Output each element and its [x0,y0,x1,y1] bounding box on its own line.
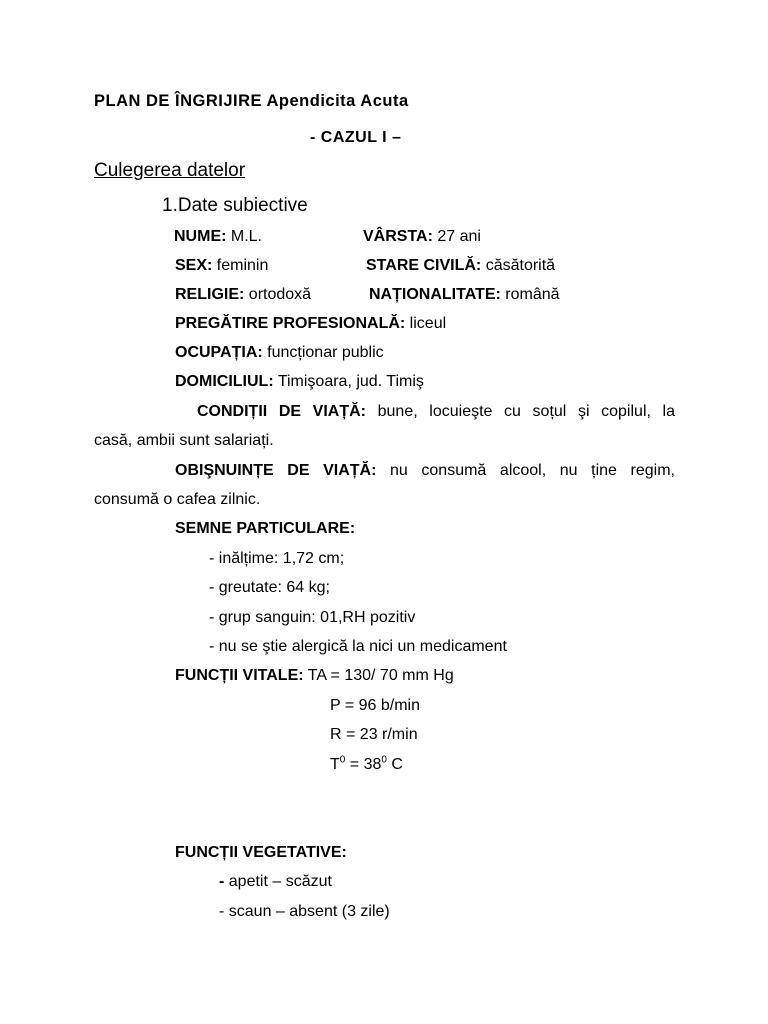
sex-value: feminin [212,257,269,274]
sex-row [175,256,268,276]
conditii-label: CONDIȚII DE VIAȚĂ: [197,403,367,420]
stare-civila-value: căsătorită [481,257,556,274]
domiciliul-row [175,372,424,392]
ocupatia-value: funcționar public [262,344,384,361]
stare-civila-label: STARE CIVILĂ: [366,257,482,274]
religie-row [175,285,311,305]
vitale-label: FUNCȚII VITALE: [175,667,304,684]
section-heading: Culegerea datelor [94,160,246,181]
domiciliul-value: Timişoara, jud. Timiş [273,373,424,390]
nume-label: NUME: [174,228,227,245]
semne-item-alergie: - nu se ştie alergică la nici un medicament [209,638,507,655]
pregatire-value: liceul [405,315,447,332]
semne-label: SEMNE PARTICULARE: [175,520,356,537]
varsta-row [363,227,481,247]
religie-label: RELIGIE: [175,286,245,303]
stare-civila-row [366,256,555,276]
conditii-value-1: bune, locuieşte cu soțul şi copilul, la [366,403,676,420]
varsta-label: VÂRSTA: [363,228,433,245]
document-title: PLAN DE ÎNGRIJIRE Apendicita Acuta [94,92,409,110]
vegetative-scaun: - scaun – absent (3 zile) [219,903,390,920]
case-heading: - CAZUL I – [310,129,402,146]
sex-label: SEX: [175,257,213,274]
domiciliul-label: DOMICILIUL: [175,373,274,390]
nationalitate-label: NAȚIONALITATE: [369,286,501,303]
religie-value: ortodoxă [244,286,312,303]
nume-row [174,227,262,247]
subsection-heading: 1.Date subiective [162,195,308,216]
obisnuinte-line-1 [94,461,675,481]
vitale-row [175,666,454,686]
vitale-temperatura: $T^0 = 38^0$ C [330,754,403,773]
semne-item-grup: - grup sanguin: 01,RH pozitiv [209,609,416,626]
vitale-respiratie: R = 23 r/min [330,726,418,743]
pregatire-row [175,314,446,334]
varsta-value: 27 ani [432,228,481,245]
vitale-ta: TA = 130/ 70 mm Hg [303,667,454,684]
ocupatia-row [175,343,384,363]
nationalitate-row [369,285,560,305]
obisnuinte-label: OBIŞNUINȚE DE VIAȚĂ: [175,462,377,479]
vegetative-apetit: - apetit – scăzut [219,873,332,890]
vegetative-label: FUNCȚII VEGETATIVE: [175,844,347,861]
obisnuinte-line-2: consumă o cafea zilnic. [94,491,261,508]
nationalitate-value: română [500,286,560,303]
vitale-puls: P = 96 b/min [330,697,420,714]
pregatire-label: PREGĂTIRE PROFESIONALĂ: [175,315,406,332]
obisnuinte-value-1: nu consumă alcool, nu ține regim, [376,462,675,479]
ocupatia-label: OCUPAȚIA: [175,344,263,361]
semne-item-inaltime: - inălțime: 1,72 cm; [209,550,345,567]
nume-value: M.L. [226,228,262,245]
semne-item-greutate: - greutate: 64 kg; [209,579,330,596]
conditii-line-2: casă, ambii sunt salariați. [94,432,274,449]
conditii-line-1 [94,402,675,422]
